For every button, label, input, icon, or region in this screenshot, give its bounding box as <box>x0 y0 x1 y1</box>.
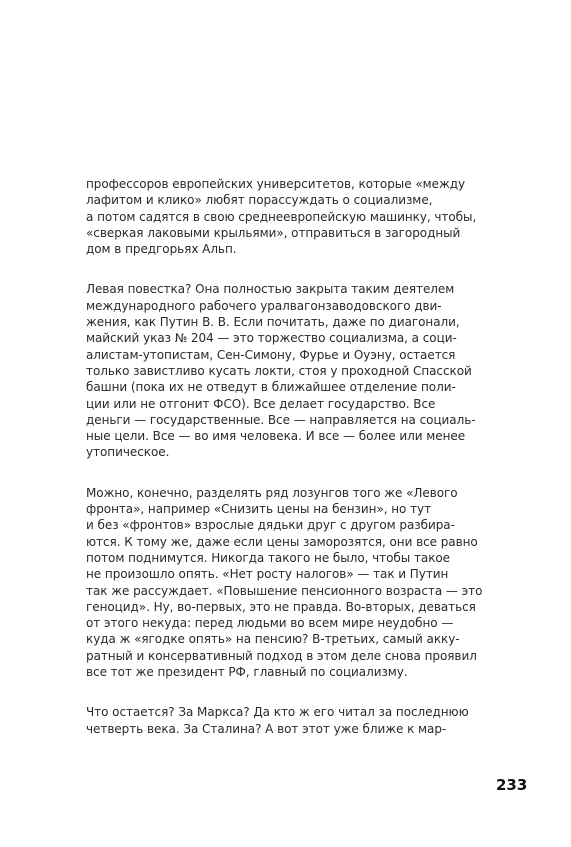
text-line: ции или не отгонит ФСО). Все делает государство. Все <box>86 396 436 411</box>
text-line: только завистливо кусать локти, стоя у проходной Спасской <box>86 363 472 378</box>
text-line: дом в предгорьях Альп. <box>86 242 237 257</box>
text-line: потом поднимутся. Никогда такого не было, чтобы такое <box>86 550 451 565</box>
text-line: так же рассуждает. «Повышение пенсионного возраста — это <box>86 583 483 598</box>
page-number: 233 <box>496 776 528 794</box>
paragraph-1 <box>86 176 506 257</box>
text-line: деньги — государственные. Все — направляется на социаль- <box>86 412 476 427</box>
text-line: Что остается? За Маркса? Да кто ж его читал за последнюю <box>86 705 469 720</box>
text-line: «сверкая лаковыми крыльями», отправиться в загородный <box>86 225 461 240</box>
text-line: майский указ № 204 — это торжество социализма, а соци- <box>86 331 457 346</box>
paragraph-2 <box>86 281 506 460</box>
text-line: башни (пока их не отведут в ближайшее отделение поли- <box>86 380 456 395</box>
text-line: и без «фронтов» взрослые дядьки друг с другом разбира- <box>86 518 455 533</box>
text-line: утопическое. <box>86 445 170 460</box>
text-line: Левая повестка? Она полностью закрыта таким деятелем <box>86 282 455 297</box>
text-line: а потом садятся в свою среднеевропейскую машинку, чтобы, <box>86 209 477 224</box>
text-line: жения, как Путин В. В. Если почитать, даже по диагонали, <box>86 315 460 330</box>
text-line: не произошло опять. «Нет росту налогов» — так и Путин <box>86 567 449 582</box>
text-line: ные цели. Все — во имя человека. И все — более или менее <box>86 429 466 444</box>
text-line: фронта», например «Снизить цены на бензин», но тут <box>86 502 432 517</box>
text-line: геноцид». Ну, во-первых, это не правда. Во-вторых, деваться <box>86 599 476 614</box>
text-line: четверть века. За Сталина? А вот этот уже ближе к мар- <box>86 721 447 736</box>
text-line: профессоров европейских университетов, которые «между <box>86 177 466 191</box>
text-line: лафитом и клико» любят порассуждать о социализме, <box>86 193 433 208</box>
text-line: от этого некуда: перед людьми во всем мире неудобно — <box>86 616 454 631</box>
text-line: международного рабочего уралвагонзаводовского дви- <box>86 298 442 313</box>
text-line: Можно, конечно, разделять ряд лозунгов того же «Левого <box>86 485 458 500</box>
paragraph-3 <box>86 485 506 681</box>
text-line: ются. К тому же, даже если цены заморозятся, они все равно <box>86 534 478 549</box>
paragraph-4 <box>86 704 506 737</box>
body-text <box>86 176 506 761</box>
text-line: все тот же президент РФ, главный по социализму. <box>86 665 408 680</box>
text-line: ратный и консервативный подход в этом деле снова проявил <box>86 648 477 663</box>
text-line: алистам-утопистам, Сен-Симону, Фурье и Оуэну, остается <box>86 347 456 362</box>
text-line: куда ж «ягодке опять» на пенсию? В-третьих, самый акку- <box>86 632 460 647</box>
